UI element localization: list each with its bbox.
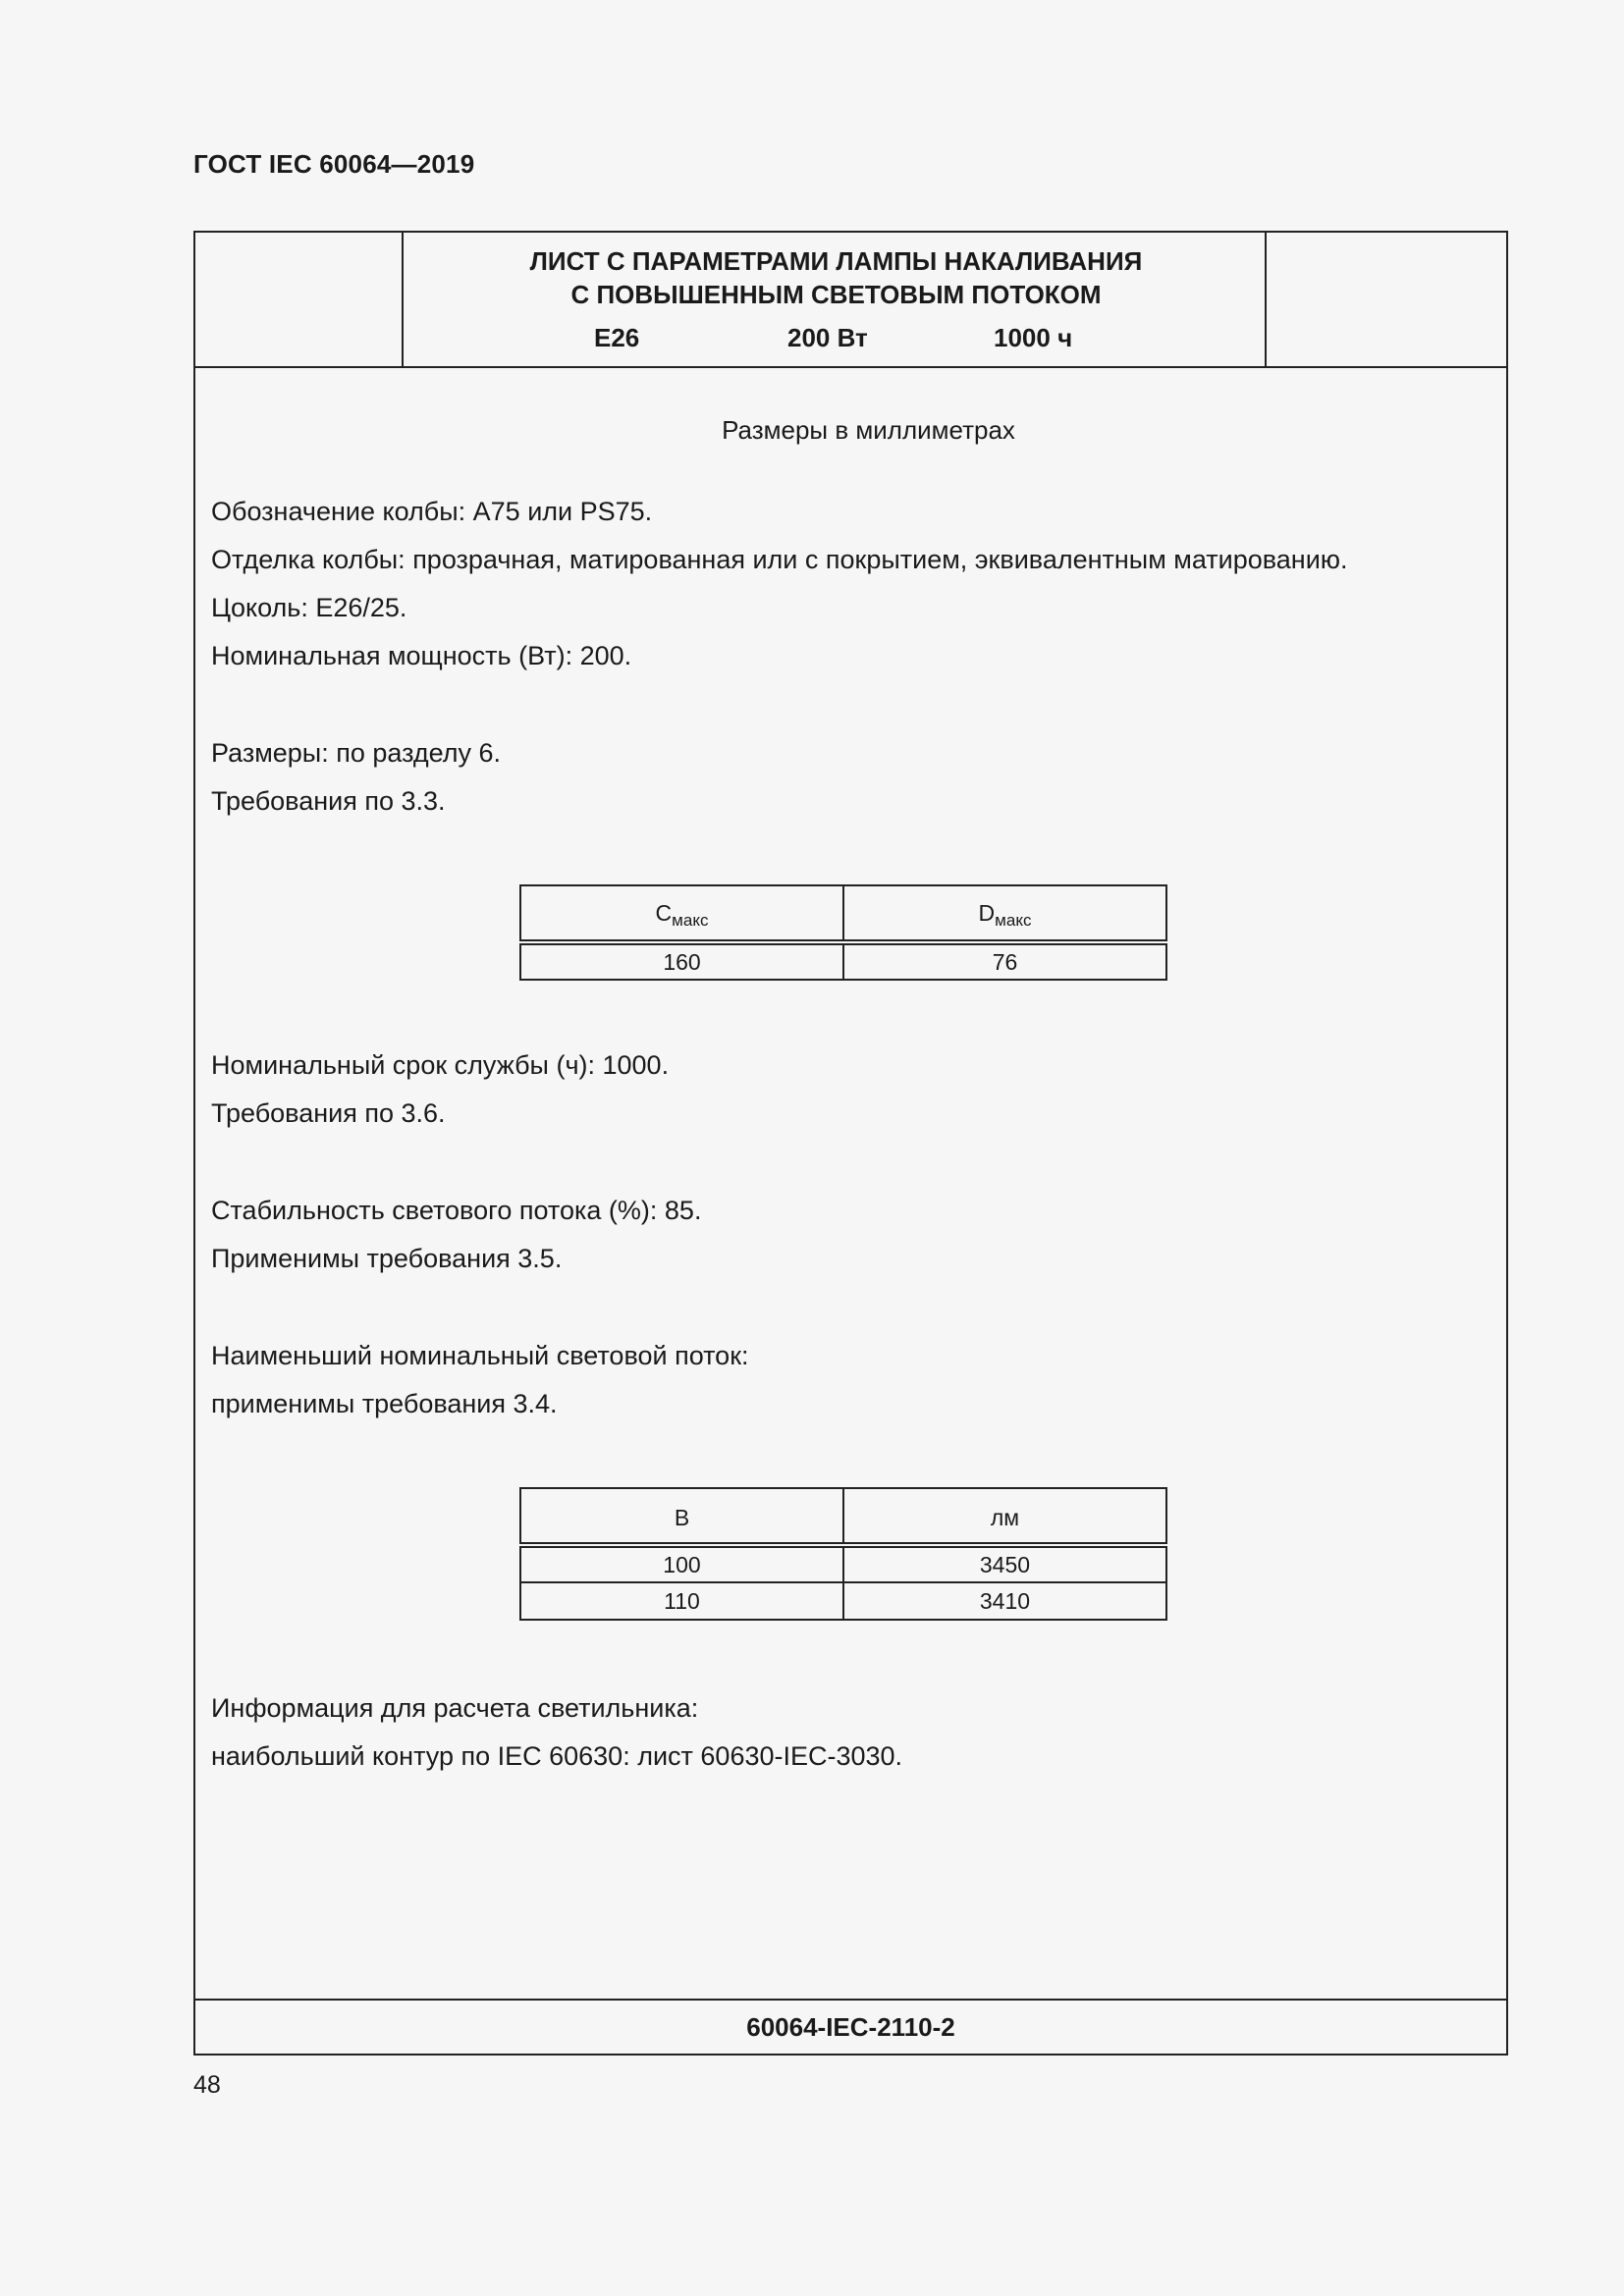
luminaire-design-info: Информация для расчета светильника: [211,1693,699,1723]
bulb-finish: Отделка колбы: прозрачная, матированная или с покрытием, эквивалентным матированию. [211,545,1348,574]
requirements-3-3: Требования по 3.3. [211,786,446,816]
maximum-outline: наибольший контур по IEC 60630: лист 60630-IEC-3030. [211,1741,903,1771]
luminous-flux-table [519,1487,1167,1621]
rated-power: Номинальная мощность (Вт): 200. [211,641,632,670]
sheet-title-line-1: ЛИСТ С ПАРАМЕТРАМИ ЛАМПЫ НАКАЛИВАНИЯ [529,246,1143,276]
requirements-3-6: Требования по 3.6. [211,1098,446,1128]
d-max-header: $D_{макс}$ [843,885,1166,942]
table-row [520,1545,1166,1582]
requirements-3-4: применимы требования 3.4. [211,1389,558,1418]
table-row [520,1582,1166,1620]
dimensions-reference: Размеры: по разделу 6. [211,738,502,768]
voltage-header: В [520,1488,843,1545]
rated-life: Номинальный срок службы (ч): 1000. [211,1050,670,1080]
voltage-value: 110 [520,1582,843,1620]
lumen-value: 3410 [843,1582,1166,1620]
data-sheet-frame [193,231,1508,2056]
sheet-title [404,244,1269,311]
units-note: Размеры в миллиметрах [722,415,1015,445]
table-header-row [520,885,1166,942]
table-header-row [520,1488,1166,1545]
lumen-header: лм [843,1488,1166,1545]
lumen-maintenance: Стабильность светового потока (%): 85. [211,1196,702,1225]
bulb-designation: Обозначение колбы: A75 или PS75. [211,497,653,526]
power-parameter: 200 Вт [787,323,868,352]
requirements-3-5: Применимы требования 3.5. [211,1244,563,1273]
life-parameter: 1000 ч [994,323,1073,352]
title-block [195,233,1506,368]
sheet-title-line-2: С ПОВЫШЕННЫМ СВЕТОВЫМ ПОТОКОМ [570,280,1102,309]
c-max-header: $C_{макс}$ [520,885,843,942]
sheet-parameters [195,323,1506,356]
page-number: 48 [193,2071,221,2099]
cap-designation: Цоколь: E26/25. [211,593,407,622]
cap-parameter: E26 [594,323,640,352]
sheet-code-footer: 60064-IEC-2110-2 [195,1999,1506,2054]
minimum-luminous-flux: Наименьший номинальный световой поток: [211,1341,749,1370]
voltage-value: 100 [520,1545,843,1582]
d-max-value: 76 [843,942,1166,980]
dimensions-table [519,884,1167,981]
document-standard-header: ГОСТ IEC 60064—2019 [193,149,475,179]
c-max-value: 160 [520,942,843,980]
table-row [520,942,1166,980]
lumen-value: 3450 [843,1545,1166,1582]
